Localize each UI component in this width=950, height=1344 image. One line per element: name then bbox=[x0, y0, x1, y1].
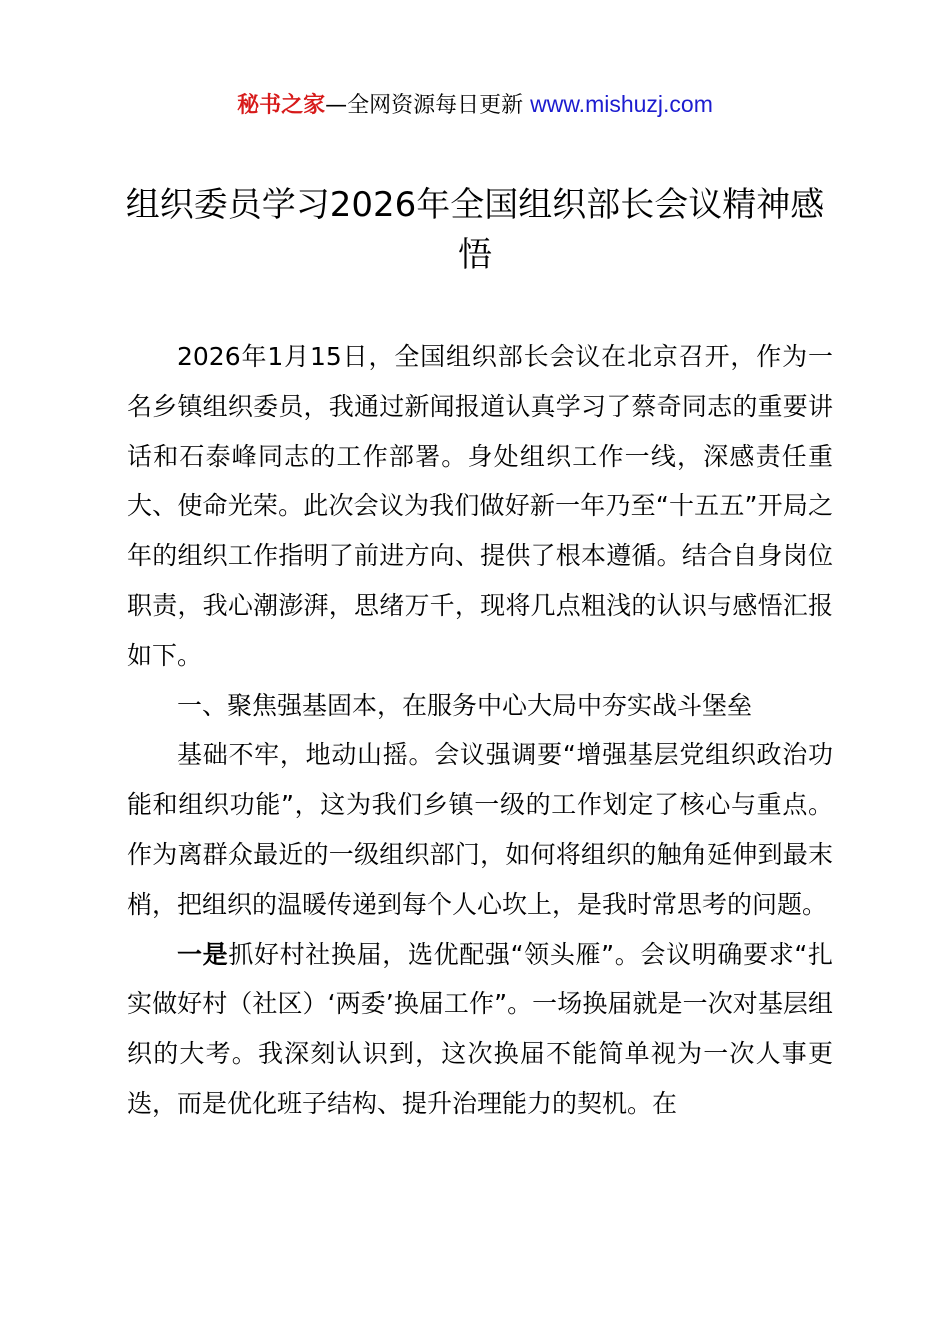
site-name: 秘书之家 bbox=[237, 93, 326, 118]
section-heading bbox=[127, 681, 833, 731]
intro-paragraph bbox=[127, 332, 833, 681]
paragraph-text: 2026年1月15日，全国组织部长会议在北京召开，作为一名乡镇组织委员，我通过新闻报道认真学习了蔡奇同志的重要讲话和石泰峰同志的工作部署。身处组织工作一线，深感责任重大、使命光荣。此次会议为我们做好新一年乃至“十五五”开局之年的组织工作指明了前进方向、提供了根本遵循。结合自身岗位职责，我心潮澎湃，思绪万千，现将几点粗浅的认识与感悟汇报如下。 bbox=[127, 342, 833, 670]
site-header bbox=[0, 88, 950, 122]
body-paragraph bbox=[127, 930, 833, 1129]
site-url-link[interactable]: www.mishuzj.com bbox=[530, 91, 713, 117]
paragraph-text: 抓好村社换届，选优配强“领头雁”。会议明确要求“扎实做好村（社区）‘两委’换届工作”。一场换届就是一次对基层组织的大考。我深刻认识到，这次换届不能简单视为一次人事更迭，而是优化班子结构、提升治理能力的契机。在 bbox=[127, 939, 833, 1118]
paragraph-text: 基础不牢，地动山摇。会议强调要“增强基层党组织政治功能和组织功能”，这为我们乡镇一级的工作划定了核心与重点。作为离群众最近的一级组织部门，如何将组织的触角延伸到最末梢，把组织的温暖传递到每个人心坎上，是我时常思考的问题。 bbox=[127, 740, 833, 919]
document-body bbox=[127, 332, 833, 1129]
section-heading-text: 一、聚焦强基固本，在服务中心大局中夯实战斗堡垒 bbox=[177, 690, 753, 720]
document-title: 组织委员学习2026年全国组织部长会议精神感悟 bbox=[125, 185, 825, 275]
paragraph-lead: 一是 bbox=[177, 939, 229, 969]
body-paragraph bbox=[127, 730, 833, 929]
site-tagline: —全网资源每日更新 bbox=[325, 93, 531, 118]
